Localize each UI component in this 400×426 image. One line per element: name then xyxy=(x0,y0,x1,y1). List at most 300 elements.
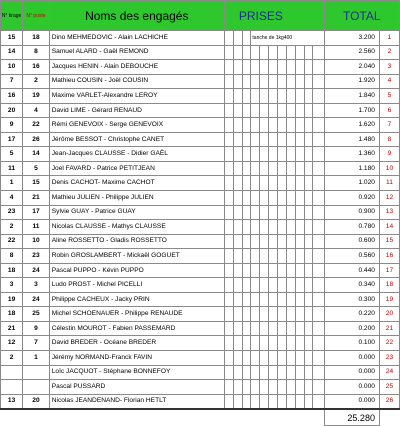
total-cell: 0.000 xyxy=(324,365,379,380)
prise-cell xyxy=(313,351,324,366)
names-cell: Nicolas JEANDENAND- Florian HETLT xyxy=(49,394,224,409)
prise-cell xyxy=(286,74,295,89)
prise-cell xyxy=(233,176,242,191)
prise-cell xyxy=(251,234,260,249)
total-cell: 0.000 xyxy=(324,394,379,409)
prise-cell xyxy=(224,249,233,264)
prise-cell xyxy=(233,31,242,46)
prise-cell xyxy=(251,176,260,191)
prise-cell xyxy=(295,118,304,133)
prise-cell xyxy=(242,118,251,133)
footer-blank xyxy=(1,409,325,426)
prise-cell xyxy=(304,336,313,351)
table-row xyxy=(1,161,400,176)
prise-cell xyxy=(260,220,269,235)
tirage-cell: 12 xyxy=(1,336,23,351)
prise-cell xyxy=(304,103,313,118)
table-row xyxy=(1,249,400,264)
prise-cell xyxy=(260,161,269,176)
prise-cell xyxy=(277,263,286,278)
prise-cell xyxy=(260,74,269,89)
poste-cell: 18 xyxy=(23,31,50,46)
prise-cell xyxy=(233,132,242,147)
poste-cell: 21 xyxy=(23,191,50,206)
table-row xyxy=(1,351,400,366)
prise-cell xyxy=(269,89,278,104)
prise-cell xyxy=(224,161,233,176)
prise-cell xyxy=(242,307,251,322)
rank-cell: 14 xyxy=(379,220,399,235)
prise-cell xyxy=(313,161,324,176)
poste-cell: 24 xyxy=(23,292,50,307)
prise-cell xyxy=(295,380,304,395)
prise-cell xyxy=(224,45,233,60)
prise-cell xyxy=(269,336,278,351)
prise-cell xyxy=(286,205,295,220)
names-cell: David LIME - Gérard RENAUD xyxy=(49,103,224,118)
prise-cell xyxy=(304,263,313,278)
prise-cell xyxy=(242,292,251,307)
rank-cell: 2 xyxy=(379,45,399,60)
names-cell: Michel SCHOENAUER - Philippe RENAUDE xyxy=(49,307,224,322)
tirage-cell: 1 xyxy=(1,176,23,191)
names-cell: Aline ROSSETTO - Gladis ROSSETTO xyxy=(49,234,224,249)
prise-cell xyxy=(233,380,242,395)
names-cell: Mathieu JULIEN - Philippe JULIEN xyxy=(49,191,224,206)
prise-cell xyxy=(269,263,278,278)
prise-cell xyxy=(277,132,286,147)
prise-cell xyxy=(224,336,233,351)
prise-cell xyxy=(313,249,324,264)
prise-cell xyxy=(286,365,295,380)
prise-cell xyxy=(269,278,278,293)
prise-cell xyxy=(242,45,251,60)
tirage-cell xyxy=(1,380,23,395)
total-cell: 0.780 xyxy=(324,220,379,235)
prise-cell xyxy=(269,220,278,235)
rank-cell: 21 xyxy=(379,321,399,336)
table-row xyxy=(1,394,400,409)
prise-cell xyxy=(251,89,260,104)
table-row xyxy=(1,132,400,147)
table-row xyxy=(1,220,400,235)
poste-cell: 19 xyxy=(23,89,50,104)
poste-cell: 24 xyxy=(23,263,50,278)
header-tirage: N° tirage xyxy=(1,1,23,31)
prise-cell xyxy=(242,74,251,89)
tirage-cell: 3 xyxy=(1,278,23,293)
prise-cell xyxy=(242,263,251,278)
prise-cell xyxy=(233,365,242,380)
prise-cell xyxy=(242,147,251,162)
prise-cell xyxy=(251,263,260,278)
prise-cell xyxy=(269,191,278,206)
total-cell: 0.340 xyxy=(324,278,379,293)
rank-cell: 10 xyxy=(379,161,399,176)
prise-cell xyxy=(286,292,295,307)
total-cell: 0.000 xyxy=(324,351,379,366)
names-cell: Philippe CACHEUX - Jacky PRIN xyxy=(49,292,224,307)
tirage-cell: 9 xyxy=(1,118,23,133)
prise-cell xyxy=(277,278,286,293)
prise-cell xyxy=(224,103,233,118)
rank-cell: 20 xyxy=(379,307,399,322)
prise-cell xyxy=(260,45,269,60)
prise-cell xyxy=(277,249,286,264)
prise-cell xyxy=(233,205,242,220)
poste-cell: 16 xyxy=(23,60,50,75)
prise-cell xyxy=(242,176,251,191)
prise-cell xyxy=(295,191,304,206)
prise-cell xyxy=(277,161,286,176)
prise-cell xyxy=(260,307,269,322)
prise-cell xyxy=(313,191,324,206)
names-cell: Joel FAVARD - Patrice PETITJEAN xyxy=(49,161,224,176)
prise-cell xyxy=(233,89,242,104)
prise-cell xyxy=(304,147,313,162)
prise-cell xyxy=(251,278,260,293)
poste-cell: 17 xyxy=(23,205,50,220)
prise-cell xyxy=(260,249,269,264)
prise-cell xyxy=(242,336,251,351)
prise-cell xyxy=(242,220,251,235)
total-cell: 0.600 xyxy=(324,234,379,249)
tirage-cell: 23 xyxy=(1,205,23,220)
poste-cell: 26 xyxy=(23,132,50,147)
total-cell: 0.100 xyxy=(324,336,379,351)
poste-cell: 22 xyxy=(23,118,50,133)
rank-cell: 22 xyxy=(379,336,399,351)
footer-row xyxy=(1,409,400,426)
prise-cell xyxy=(242,321,251,336)
prise-cell xyxy=(260,394,269,409)
prise-cell xyxy=(233,103,242,118)
prise-cell xyxy=(304,380,313,395)
header-names: Noms des engagés xyxy=(49,1,224,31)
tirage-cell: 8 xyxy=(1,249,23,264)
names-cell: Jean-Jacques CLAUSSE - Didier GAËL xyxy=(49,147,224,162)
tirage-cell: 20 xyxy=(1,103,23,118)
tirage-cell: 7 xyxy=(1,74,23,89)
rank-cell: 4 xyxy=(379,74,399,89)
prise-cell xyxy=(251,336,260,351)
prise-cell xyxy=(233,321,242,336)
prise-cell xyxy=(277,307,286,322)
prise-cell xyxy=(233,351,242,366)
rank-cell: 19 xyxy=(379,292,399,307)
prise-cell xyxy=(295,205,304,220)
total-cell: 0.300 xyxy=(324,292,379,307)
prise-cell xyxy=(224,31,233,46)
prise-cell xyxy=(242,380,251,395)
prise-cell xyxy=(286,307,295,322)
total-cell: 0.200 xyxy=(324,321,379,336)
total-cell: 0.900 xyxy=(324,205,379,220)
names-cell: Mathieu COUSIN - Joël COUSIN xyxy=(49,74,224,89)
prise-cell xyxy=(286,45,295,60)
prise-cell xyxy=(233,161,242,176)
poste-cell: 3 xyxy=(23,278,50,293)
prise-cell xyxy=(224,263,233,278)
prise-cell xyxy=(313,220,324,235)
prise-cell xyxy=(295,60,304,75)
prise-cell xyxy=(224,365,233,380)
rank-cell: 13 xyxy=(379,205,399,220)
prise-cell xyxy=(233,278,242,293)
prise-cell xyxy=(313,103,324,118)
prise-cell xyxy=(251,132,260,147)
prise-cell xyxy=(260,60,269,75)
prise-cell xyxy=(242,234,251,249)
prise-cell xyxy=(251,380,260,395)
prise-cell xyxy=(304,351,313,366)
prise-cell xyxy=(224,234,233,249)
tirage-cell: 21 xyxy=(1,321,23,336)
prise-cell xyxy=(295,321,304,336)
names-cell: Célestin MOUROT - Fabien PASSEMARD xyxy=(49,321,224,336)
prise-cell xyxy=(224,191,233,206)
prise-cell xyxy=(242,161,251,176)
prise-cell xyxy=(304,205,313,220)
prise-cell xyxy=(286,220,295,235)
prise-cell xyxy=(260,176,269,191)
prise-cell xyxy=(269,147,278,162)
total-cell: 1.020 xyxy=(324,176,379,191)
total-cell: 1.480 xyxy=(324,132,379,147)
header-total: TOTAL xyxy=(324,1,399,31)
prise-cell xyxy=(224,380,233,395)
prise-cell xyxy=(251,365,260,380)
prise-cell xyxy=(313,263,324,278)
prise-cell xyxy=(269,351,278,366)
tirage-cell: 18 xyxy=(1,307,23,322)
rank-cell: 8 xyxy=(379,132,399,147)
names-cell: Samuel ALARD - Gaël REMOND xyxy=(49,45,224,60)
prise-cell xyxy=(260,336,269,351)
total-cell: 1.920 xyxy=(324,74,379,89)
prise-cell xyxy=(251,103,260,118)
tirage-cell: 2 xyxy=(1,351,23,366)
table-row xyxy=(1,191,400,206)
prise-cell xyxy=(286,336,295,351)
table-row xyxy=(1,336,400,351)
prise-cell xyxy=(260,234,269,249)
prise-cell xyxy=(260,118,269,133)
names-cell: Maxime VARLET-Alexandre LEROY xyxy=(49,89,224,104)
table-row xyxy=(1,365,400,380)
prise-cell xyxy=(242,60,251,75)
prise-cell xyxy=(224,89,233,104)
prise-cell xyxy=(304,161,313,176)
prise-cell xyxy=(304,292,313,307)
header-poste: N° poste xyxy=(23,1,50,31)
prise-cell xyxy=(224,60,233,75)
table-row xyxy=(1,307,400,322)
prise-cell xyxy=(233,147,242,162)
prise-cell xyxy=(233,220,242,235)
prise-cell xyxy=(277,89,286,104)
prise-cell xyxy=(277,351,286,366)
prise-cell xyxy=(242,132,251,147)
prise-cell xyxy=(304,191,313,206)
prise-cell xyxy=(286,351,295,366)
names-cell: Pascal PUPPO - Kévin PUPPO xyxy=(49,263,224,278)
tirage-cell: 13 xyxy=(1,394,23,409)
prise-cell xyxy=(251,307,260,322)
prise-cell xyxy=(233,74,242,89)
table-row xyxy=(1,60,400,75)
prise-cell xyxy=(286,132,295,147)
prise-cell xyxy=(313,380,324,395)
table-row xyxy=(1,278,400,293)
rank-cell: 17 xyxy=(379,263,399,278)
prise-cell xyxy=(260,132,269,147)
grand-total-cell: 25.280 xyxy=(324,409,379,426)
prise-cell xyxy=(251,351,260,366)
prise-cell xyxy=(286,249,295,264)
prise-cell xyxy=(224,351,233,366)
prise-cell xyxy=(251,147,260,162)
prise-cell xyxy=(277,365,286,380)
rank-cell: 12 xyxy=(379,191,399,206)
header-row xyxy=(1,1,400,31)
prise-cell xyxy=(269,45,278,60)
prise-cell xyxy=(260,365,269,380)
prise-cell xyxy=(260,292,269,307)
prise-cell xyxy=(277,147,286,162)
prise-cell xyxy=(286,394,295,409)
tirage-cell: 2 xyxy=(1,220,23,235)
poste-cell: 5 xyxy=(23,161,50,176)
prise-cell xyxy=(295,147,304,162)
prise-cell xyxy=(313,365,324,380)
table-row xyxy=(1,118,400,133)
poste-cell: 1 xyxy=(23,351,50,366)
prise-cell xyxy=(295,103,304,118)
prise-cell xyxy=(277,336,286,351)
tirage-cell: 17 xyxy=(1,132,23,147)
tirage-cell: 10 xyxy=(1,60,23,75)
prise-cell xyxy=(313,205,324,220)
prise-cell xyxy=(313,45,324,60)
rank-cell: 5 xyxy=(379,89,399,104)
prise-cell xyxy=(242,191,251,206)
prise-cell xyxy=(286,234,295,249)
prise-cell xyxy=(251,118,260,133)
prise-cell xyxy=(277,205,286,220)
table-row xyxy=(1,292,400,307)
prise-cell xyxy=(233,394,242,409)
prise-cell xyxy=(313,176,324,191)
prise-cell xyxy=(224,394,233,409)
total-cell: 1.360 xyxy=(324,147,379,162)
names-cell: Sylvie GUAY - Patrice GUAY xyxy=(49,205,224,220)
poste-cell: 8 xyxy=(23,45,50,60)
prise-cell xyxy=(286,103,295,118)
prise-cell xyxy=(304,278,313,293)
poste-cell: 15 xyxy=(23,176,50,191)
names-cell: Rémi GENEVOIX - Serge GENEVOIX xyxy=(49,118,224,133)
prise-cell xyxy=(286,176,295,191)
poste-cell: 4 xyxy=(23,103,50,118)
prise-cell xyxy=(304,45,313,60)
prise-cell xyxy=(260,205,269,220)
prise-cell xyxy=(304,176,313,191)
prise-cell xyxy=(277,394,286,409)
prise-cell xyxy=(233,234,242,249)
prise-cell xyxy=(313,132,324,147)
prise-cell xyxy=(242,365,251,380)
total-cell: 1.180 xyxy=(324,161,379,176)
prise-cell xyxy=(295,263,304,278)
prise-cell xyxy=(242,89,251,104)
names-cell: Dino MEHMEDOVIC - Alain LACHICHE xyxy=(49,31,224,46)
prise-cell xyxy=(224,118,233,133)
prise-cell xyxy=(277,74,286,89)
rank-cell: 25 xyxy=(379,380,399,395)
prise-cell xyxy=(286,191,295,206)
names-cell: Jérémy NORMAND-Franck FAVIN xyxy=(49,351,224,366)
table-row xyxy=(1,263,400,278)
table-row xyxy=(1,176,400,191)
total-cell: 0.560 xyxy=(324,249,379,264)
prise-cell xyxy=(295,307,304,322)
names-cell: Ludo PROST - Michel PICELLI xyxy=(49,278,224,293)
prise-cell xyxy=(269,118,278,133)
poste-cell: 11 xyxy=(23,220,50,235)
prise-cell xyxy=(251,205,260,220)
prise-cell xyxy=(313,336,324,351)
names-cell: David BREDER - Océane BREDER xyxy=(49,336,224,351)
table-row xyxy=(1,31,400,46)
tirage-cell: 18 xyxy=(1,263,23,278)
total-cell: 0.000 xyxy=(324,380,379,395)
prise-cell xyxy=(304,394,313,409)
tirage-cell: 19 xyxy=(1,292,23,307)
prise-cell xyxy=(242,278,251,293)
rank-cell: 18 xyxy=(379,278,399,293)
prise-cell xyxy=(260,263,269,278)
prise-cell xyxy=(269,74,278,89)
table-row xyxy=(1,380,400,395)
prise-cell xyxy=(304,307,313,322)
prise-cell xyxy=(224,205,233,220)
prise-cell xyxy=(269,365,278,380)
tirage-cell: 11 xyxy=(1,161,23,176)
rank-cell: 1 xyxy=(379,31,399,46)
rank-cell: 9 xyxy=(379,147,399,162)
prise-cell xyxy=(286,147,295,162)
prise-cell xyxy=(269,307,278,322)
prise-cell xyxy=(286,278,295,293)
prise-cell xyxy=(251,60,260,75)
names-cell: Jérôme BESSOT - Christophe CANET xyxy=(49,132,224,147)
prise-cell xyxy=(295,292,304,307)
prise-cell xyxy=(295,161,304,176)
prise-cell xyxy=(269,132,278,147)
prise-cell xyxy=(224,132,233,147)
prise-cell xyxy=(269,249,278,264)
poste-cell: 25 xyxy=(23,307,50,322)
prise-cell xyxy=(286,161,295,176)
prise-cell xyxy=(251,220,260,235)
prise-cell xyxy=(251,74,260,89)
prise-cell xyxy=(295,365,304,380)
prise-cell xyxy=(251,161,260,176)
total-cell: 2.560 xyxy=(324,45,379,60)
prise-cell xyxy=(251,191,260,206)
prise-cell xyxy=(260,147,269,162)
